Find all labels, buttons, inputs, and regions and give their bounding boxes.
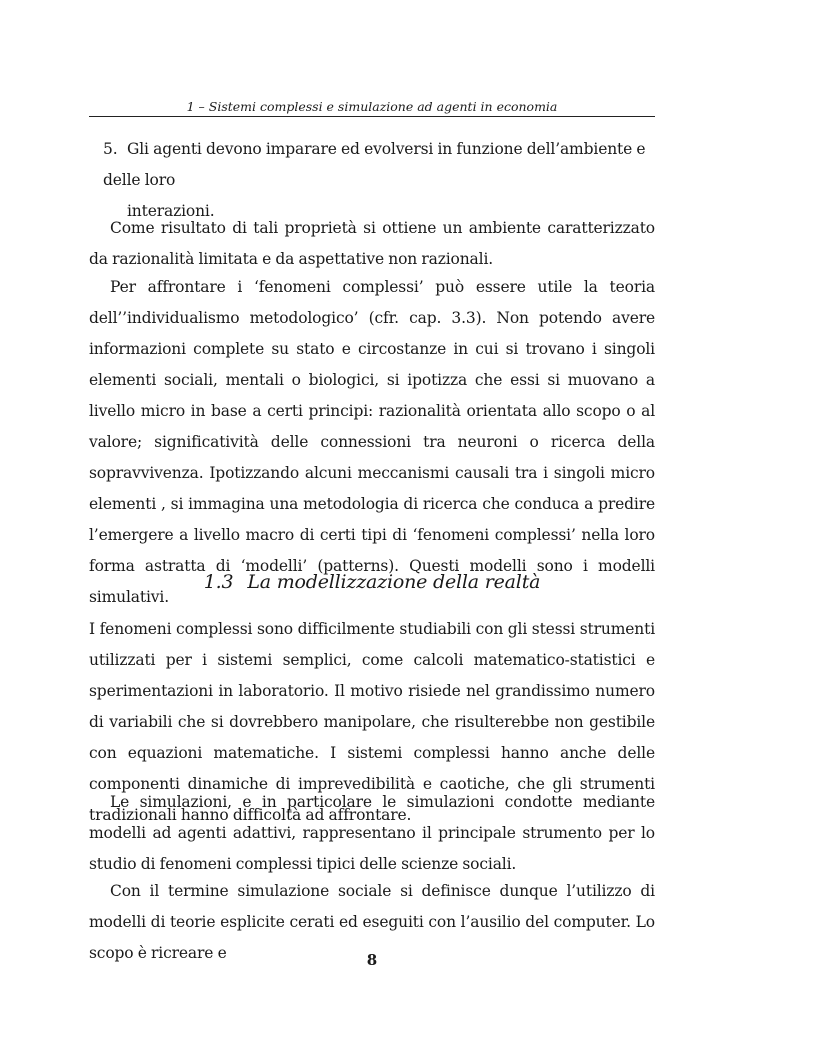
paragraph-2: Per affrontare i ‘fenomeni complessi’ può essere utile la teoria dell’’individualismo metodologico’ (cfr. cap. 3.3). Non potendo avere informazioni complete su stato e circostanze in cui si trovano i singoli elementi sociali, mentali o biologici, si ipotizza che essi si muovano a livello micro in base a certi principi: razionalità orientata allo scopo o al valore; significatività delle connessioni tra neuroni o ricerca della sopravvivenza. Ipotizzando alcuni meccanismi causali tra i singoli micro elementi , si immagina una metodologia di ricerca che conduca a predire l’emergere a livello macro di certi tipi di ‘fenomeni complessi’ nella loro forma astratta di ‘modelli’ (patterns). Questi modelli sono i modelli simulativi. bbox=[89, 278, 655, 606]
paragraph-3: I fenomeni complessi sono difficilmente studiabili con gli stessi strumenti utilizzati per i sistemi semplici, come calcoli matematico-statistici e sperimentazioni in laboratorio. Il motivo risiede nel grandissimo numero di variabili che si dovrebbero manipolare, che risulterebbe non gestibile con equazioni matematiche. I sistemi complessi hanno anche delle componenti dinamiche di imprevedibilità e caotiche, che gli strumenti tradizionali hanno difficoltà ad affrontare. bbox=[89, 620, 655, 824]
list-item-first-line bbox=[103, 134, 655, 196]
page-number: 8 bbox=[366, 951, 378, 969]
header-rule bbox=[89, 116, 655, 117]
section-heading bbox=[89, 568, 655, 596]
paragraph-5: Con il termine simulazione sociale si definisce dunque l’utilizzo di modelli di teorie esplicite cerati ed eseguiti con l’ausilio del computer. Lo scopo è ricreare e bbox=[89, 882, 655, 962]
section-number: 1.3 bbox=[203, 571, 234, 593]
list-item-text-line1: Gli agenti devono imparare ed evolversi in funzione dell’ambiente e delle loro bbox=[103, 140, 646, 189]
list-item-number: 5. bbox=[103, 140, 118, 158]
list-item-text-line2: interazioni. bbox=[127, 202, 215, 220]
section-title-text: La modellizzazione della realtà bbox=[247, 571, 541, 593]
paragraph-1: Come risultato di tali proprietà si ottiene un ambiente caratterizzato da razionalità limitata e da aspettative non razionali. bbox=[89, 219, 655, 268]
running-header: 1 – Sistemi complessi e simulazione ad agenti in economia bbox=[186, 99, 558, 114]
paragraph-4: Le simulazioni, e in particolare le simulazioni condotte mediante modelli ad agenti adattivi, rappresentano il principale strumento per lo studio di fenomeni complessi tipici delle scienze sociali. bbox=[89, 793, 655, 873]
